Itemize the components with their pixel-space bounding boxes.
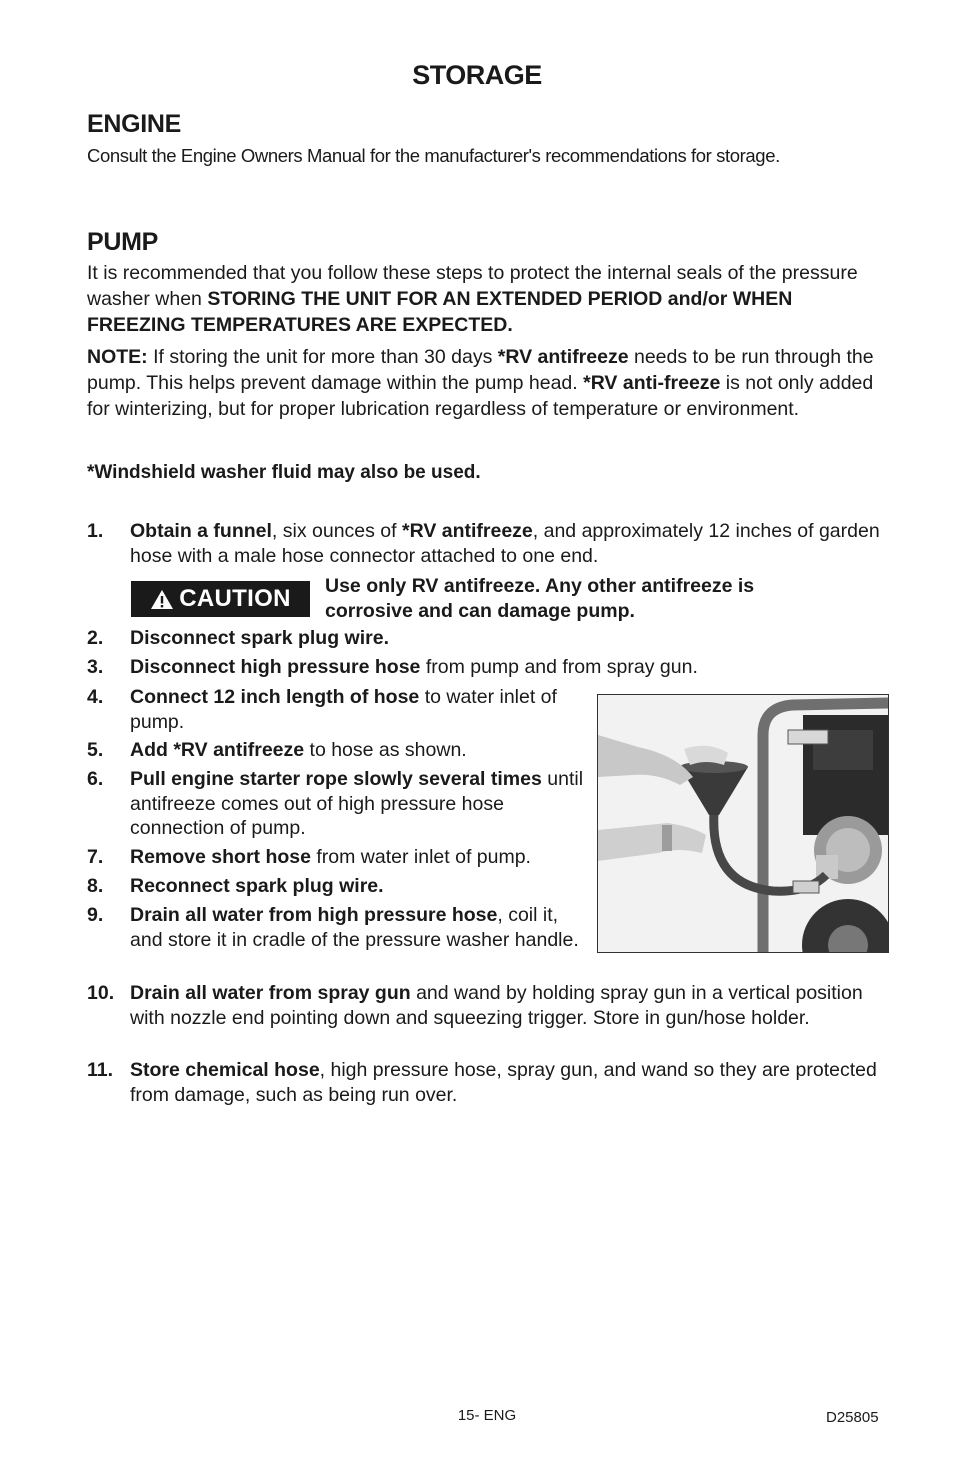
- step-bold: Add *RV antifreeze: [130, 739, 305, 761]
- step-text: from water inlet of pump.: [310, 846, 531, 868]
- engine-text: Consult the Engine Owners Manual for the manufacturer's recommendations for storage.: [87, 145, 780, 166]
- step-text: , coil it, and store it in cradle of the pressure washer handle.: [130, 904, 579, 951]
- step-bold: Remove short hose: [130, 846, 311, 868]
- step-number: 11.: [87, 1059, 114, 1081]
- step-text: , high pressure hose, spray gun, and wand so they are protected from damage, such as being run over.: [130, 1059, 877, 1106]
- step-number: 2.: [87, 627, 104, 649]
- caution-text: Use only RV antifreeze. Any other antifreeze is corrosive and can damage pump.: [325, 575, 755, 622]
- step-bold: Store chemical hose: [130, 1059, 320, 1081]
- page-number: 15- ENG: [457, 1407, 517, 1424]
- note-bold-2: *RV anti-freeze: [583, 372, 721, 394]
- pump-intro-text: It is recommended that you follow these steps to protect the internal seals of the pressure washer when: [87, 262, 858, 310]
- document-code: D25805: [826, 1409, 879, 1426]
- step-text-2: , and approximately 12 inches of garden hose with a male hose connector attached to one end.: [130, 520, 880, 567]
- step-bold: Obtain a funnel: [130, 520, 272, 542]
- step-text: to water inlet of pump.: [130, 686, 557, 733]
- windshield-note: *Windshield washer fluid may also be used.: [87, 462, 481, 483]
- step-bold: Disconnect spark plug wire.: [130, 627, 389, 649]
- engine-heading: ENGINE: [87, 110, 182, 138]
- step-number: 8.: [87, 875, 104, 897]
- caution-label: CAUTION: [179, 585, 291, 612]
- step-number: 10.: [87, 982, 115, 1004]
- step-text: from pump and from spray gun.: [420, 656, 698, 678]
- pump-intro-emphasis: STORING THE UNIT FOR AN EXTENDED PERIOD and/or WHEN FREEZING TEMPERATURES ARE EXPECTED.: [87, 288, 793, 336]
- step-number: 4.: [87, 686, 104, 708]
- funnel-antifreeze-photo: [597, 694, 889, 953]
- step-bold: Drain all water from spray gun: [130, 982, 411, 1004]
- step-number: 6.: [87, 768, 104, 790]
- step-bold-2: *RV antifreeze: [402, 520, 533, 542]
- note-label: NOTE:: [87, 346, 148, 368]
- step-text: until antifreeze comes out of high pressure hose connection of pump.: [130, 768, 584, 839]
- step-text: and wand by holding spray gun in a vertical position with nozzle end pointing down and squeezing trigger. Store in gun/hose holder.: [130, 982, 863, 1029]
- step-number: 3.: [87, 656, 104, 678]
- step-bold: Pull engine starter rope slowly several times: [130, 768, 542, 790]
- step-number: 1.: [87, 520, 104, 542]
- note-bold-1: *RV antifreeze: [497, 346, 629, 368]
- step-bold: Connect 12 inch length of hose: [130, 686, 420, 708]
- note-text-3: is not only added for winterizing, but for proper lubrication regardless of temperature or environment.: [87, 372, 874, 420]
- note-text-1: If storing the unit for more than 30 days: [147, 346, 498, 368]
- note-text-2: needs to be run through the pump. This helps prevent damage within the pump head.: [87, 346, 874, 394]
- step-bold: Drain all water from high pressure hose: [130, 904, 498, 926]
- warning-triangle-icon: [150, 589, 174, 610]
- pump-heading: PUMP: [87, 228, 159, 256]
- funnel-hose-illustration: [598, 695, 888, 952]
- pump-intro: [87, 260, 887, 338]
- step-number: 9.: [87, 904, 104, 926]
- pump-note: [87, 344, 882, 422]
- page-title: STORAGE: [412, 60, 542, 90]
- step-number: 5.: [87, 739, 104, 761]
- step-text: , six ounces of: [271, 520, 402, 542]
- step-bold: Disconnect high pressure hose: [130, 656, 421, 678]
- caution-badge: [131, 581, 310, 617]
- step-text: to hose as shown.: [304, 739, 467, 761]
- step-bold: Reconnect spark plug wire.: [130, 875, 384, 897]
- step-number: 7.: [87, 846, 104, 868]
